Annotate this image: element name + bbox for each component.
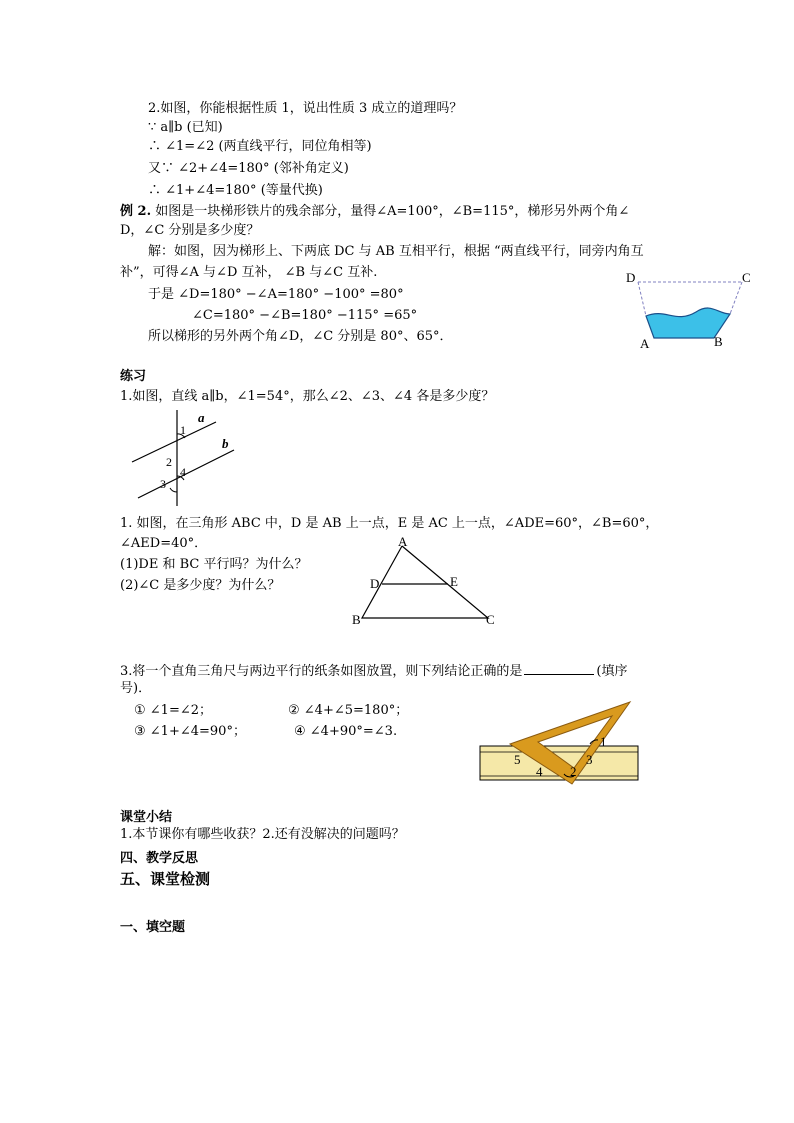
angle-label-2: 2 — [570, 764, 577, 779]
practice-3-line1 — [120, 660, 627, 681]
practice-2-q1: (1)DE 和 BC 平行吗？为什么？ — [120, 557, 308, 572]
practice-2-line1: 1. 如图，在三角形 ABC 中，D 是 AB 上一点，E 是 AC 上一点，∠ADE=60°，∠B=60°， — [120, 516, 659, 531]
angle-3-arc — [170, 488, 177, 492]
section-five-heading: 五、课堂检测 — [120, 870, 211, 888]
example2-line1 — [120, 203, 629, 221]
trapezoid-figure — [626, 268, 756, 351]
label-e: E — [450, 574, 458, 589]
triangle-abc-figure — [348, 534, 508, 634]
label-a-line: a — [198, 410, 205, 425]
q2-step-3: 又∵ ∠2+∠4=180° (邻补角定义) — [148, 161, 349, 176]
label-a: A — [640, 336, 650, 351]
triangle-abc — [362, 546, 488, 618]
label-a: A — [398, 534, 408, 549]
angle-label-1: 1 — [600, 734, 607, 749]
line-a — [132, 422, 216, 462]
option-2: ② ∠4+∠5=180°； — [288, 703, 409, 718]
line-b — [138, 450, 234, 498]
label-b-line: b — [222, 436, 229, 451]
option-4: ④ ∠4+90°=∠3. — [294, 724, 398, 739]
label-b: B — [352, 612, 361, 627]
summary-heading: 课堂小结 — [120, 810, 173, 825]
label-b: B — [714, 334, 723, 349]
q2-step-1: ∵ a∥b (已知) — [148, 120, 223, 135]
label-c: C — [486, 612, 495, 627]
label-d: D — [370, 576, 380, 591]
angle-label-4: 4 — [180, 465, 186, 479]
fill-blank-heading: 一、填空题 — [120, 920, 186, 935]
solution-line-3: 于是 ∠D=180° −∠A=180° −100° =80° — [148, 287, 404, 302]
solution-line-4: ∠C=180° −∠B=180° −115° =65° — [192, 308, 418, 323]
practice-1-text: 1.如图，直线 a∥b，∠1=54°，那么∠2、∠3、∠4 各是多少度？ — [120, 389, 495, 404]
practice-3-line2: 号)． — [120, 681, 152, 696]
solution-line-1: 解：如图，因为梯形上、下两底 DC 与 AB 互相平行，根据 “两直线平行，同旁内角互 — [148, 244, 644, 259]
dashed-left-edge — [638, 282, 646, 316]
q2-step-2: ∴ ∠1=∠2 (两直线平行，同位角相等) — [148, 139, 372, 154]
angle-label-3: 3 — [160, 477, 166, 491]
practice-2-q2: (2)∠C 是多少度？为什么？ — [120, 578, 281, 593]
option-3: ③ ∠1+∠4=90°； — [134, 724, 246, 739]
solution-line-5: 所以梯形的另外两个角∠D，∠C 分别是 80°、65°． — [148, 329, 453, 344]
example2-label: 例 2. — [120, 204, 152, 219]
angle-label-1: 1 — [180, 423, 186, 437]
set-square-figure — [480, 700, 640, 782]
dashed-right-edge — [730, 282, 742, 314]
answer-blank — [524, 660, 594, 675]
section-four-heading: 四、教学反思 — [120, 851, 199, 866]
q2-step-4: ∴ ∠1+∠4=180° (等量代换) — [148, 183, 323, 198]
practice-heading: 练习 — [120, 369, 147, 384]
q2-intro: 2.如图，你能根据性质 1，说出性质 3 成立的道理吗？ — [148, 101, 463, 116]
option-1: ① ∠1=∠2； — [134, 703, 213, 718]
angle-label-2: 2 — [166, 455, 172, 469]
angle-label-5: 5 — [514, 752, 521, 767]
label-d: D — [626, 270, 636, 285]
summary-text: 1.本节课你有哪些收获？2.还有没解决的问题吗？ — [120, 827, 405, 842]
example2-line2: D，∠C 分别是多少度？ — [120, 223, 260, 238]
label-c: C — [742, 270, 751, 285]
angle-label-4: 4 — [536, 764, 543, 779]
parallel-lines-figure — [132, 410, 252, 510]
practice-2-line2: ∠AED=40°． — [120, 536, 208, 551]
example2-question: 如图是一块梯形铁片的残余部分，量得∠A=100°，∠B=115°，梯形另外两个角∠ — [155, 204, 630, 219]
practice-3-question: 3.将一个直角三角尺与两边平行的纸条如图放置，则下列结论正确的是 — [120, 664, 523, 679]
angle-label-3: 3 — [586, 752, 593, 767]
solution-line-2: 补”，可得∠A 与∠D 互补， ∠B 与∠C 互补. — [120, 265, 378, 280]
practice-3-suffix: (填序 — [596, 664, 628, 679]
